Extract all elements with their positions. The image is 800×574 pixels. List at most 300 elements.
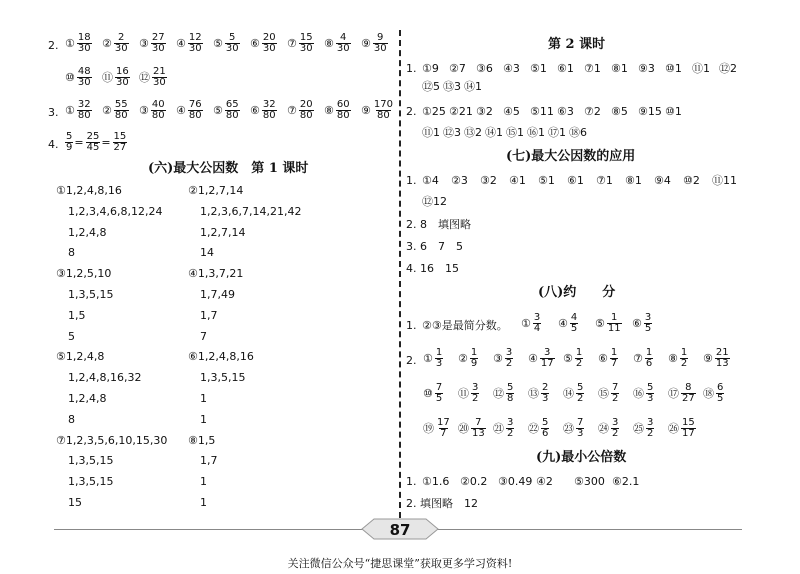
numerator: 5 bbox=[507, 382, 514, 393]
fraction-answer bbox=[527, 348, 555, 369]
fraction-answer bbox=[702, 348, 730, 369]
fraction-answer bbox=[101, 33, 129, 54]
fraction bbox=[114, 100, 129, 121]
fraction-answer bbox=[492, 418, 514, 439]
page-number-badge bbox=[360, 518, 440, 540]
equation bbox=[64, 132, 127, 153]
fraction bbox=[715, 348, 730, 369]
numerator: 27 bbox=[151, 32, 165, 43]
item-marker: ④ bbox=[558, 317, 568, 330]
numerator: 12 bbox=[188, 32, 202, 43]
fraction-answer bbox=[286, 33, 314, 54]
fraction-answer bbox=[527, 383, 549, 404]
fraction-answer bbox=[323, 33, 351, 54]
answer-item: ⑤1 bbox=[538, 174, 555, 187]
answer-item: ⑯1 bbox=[527, 126, 545, 139]
fraction bbox=[645, 348, 653, 369]
numerator: 25 bbox=[86, 131, 100, 142]
answer-item: ③6 bbox=[476, 62, 493, 75]
denominator: 30 bbox=[151, 43, 165, 54]
fraction-answer bbox=[492, 348, 513, 369]
fraction bbox=[570, 313, 578, 334]
numerator: 5 bbox=[577, 382, 584, 393]
fraction bbox=[77, 67, 92, 88]
answer-line: 2. 8 填图略 bbox=[406, 218, 471, 231]
numerator: 32 bbox=[262, 99, 276, 110]
numerator: 20 bbox=[299, 99, 313, 110]
denominator: 80 bbox=[151, 110, 165, 121]
numerator: 15 bbox=[113, 131, 127, 142]
numerator: 76 bbox=[188, 99, 202, 110]
fraction-answer bbox=[422, 418, 451, 439]
answer-item: ⑫12 bbox=[422, 195, 447, 208]
denominator: 30 bbox=[262, 43, 276, 54]
answer-item: ⑧1 bbox=[611, 62, 628, 75]
fraction bbox=[680, 348, 688, 369]
column-divider bbox=[399, 30, 401, 518]
denominator: 80 bbox=[377, 110, 390, 121]
answer-item: ⑩1 bbox=[665, 62, 682, 75]
gcd-answer: 1,2,4,8,16,32 bbox=[68, 371, 142, 385]
denominator: 80 bbox=[77, 110, 91, 121]
fraction bbox=[114, 33, 129, 54]
numerator: 3 bbox=[647, 417, 654, 428]
answer-item: ⑪1 bbox=[422, 126, 440, 139]
answer-item: ⑰1 bbox=[548, 126, 566, 139]
gcd-answer: ①1,2,4,8,16 bbox=[56, 184, 122, 197]
gcd-answer: 1,7 bbox=[200, 308, 218, 322]
fraction-answer bbox=[597, 383, 619, 404]
denominator: 13 bbox=[472, 428, 485, 439]
numerator: 65 bbox=[225, 99, 239, 110]
fraction bbox=[611, 383, 619, 404]
fraction bbox=[541, 383, 549, 404]
denominator: 9 bbox=[470, 358, 478, 369]
section-title: (六)最大公因数 第 1 课时 bbox=[148, 161, 309, 176]
answer-item: ②7 bbox=[449, 62, 466, 75]
gcd-answer: 7 bbox=[200, 329, 207, 343]
item-marker: ① bbox=[65, 37, 75, 50]
fraction-answer bbox=[360, 100, 394, 121]
item-marker: ㉑ bbox=[493, 422, 504, 435]
item-marker: ⑪ bbox=[458, 387, 469, 400]
question-label: 3. bbox=[48, 106, 59, 119]
fraction bbox=[541, 418, 549, 439]
numerator: 5 bbox=[542, 417, 549, 428]
gcd-answer: 1,7 bbox=[200, 454, 218, 468]
numerator: 6 bbox=[717, 382, 724, 393]
item-marker: ㉒ bbox=[528, 422, 539, 435]
answer-item: ⑨15 bbox=[638, 105, 662, 118]
numerator: 3 bbox=[472, 382, 479, 393]
answer-item: ⑥1 bbox=[567, 174, 584, 187]
answer-item: ⑩2 bbox=[683, 174, 700, 187]
numerator: 1 bbox=[610, 347, 618, 358]
answer-item: ⑤300 bbox=[574, 475, 605, 488]
gcd-answer: 1,7,49 bbox=[200, 288, 235, 301]
fraction bbox=[188, 33, 203, 54]
gcd-answer: 15 bbox=[68, 496, 82, 509]
fraction bbox=[77, 33, 92, 54]
fraction-answer bbox=[597, 348, 618, 369]
item-marker: ④ bbox=[528, 352, 538, 365]
item-marker: ④ bbox=[176, 104, 186, 117]
fraction bbox=[611, 418, 619, 439]
item-marker: ⑧ bbox=[668, 352, 678, 365]
answer-item: ②3 bbox=[451, 174, 468, 187]
question-label: 2. bbox=[406, 105, 417, 118]
fraction bbox=[65, 132, 73, 153]
denominator: 2 bbox=[575, 358, 583, 369]
denominator: 30 bbox=[336, 43, 350, 54]
denominator: 8 bbox=[507, 393, 514, 404]
gcd-answer: 1 bbox=[200, 412, 207, 426]
gcd-answer: 1,2,7,14 bbox=[200, 225, 246, 239]
denominator: 9 bbox=[66, 142, 73, 153]
answer-item: ⑧1 bbox=[625, 174, 642, 187]
gcd-answer: 8 bbox=[68, 246, 75, 260]
fraction-answer bbox=[562, 418, 584, 439]
numerator: 5 bbox=[647, 382, 654, 393]
gcd-answer: ⑦1,2,3,5,6,10,15,30 bbox=[56, 433, 168, 447]
denominator: 30 bbox=[77, 77, 91, 88]
footer-note: 关注微信公众号“捷思课堂”获取更多学习资料! bbox=[287, 557, 513, 570]
numerator: 3 bbox=[533, 312, 541, 323]
fraction bbox=[225, 100, 240, 121]
denominator: 80 bbox=[225, 110, 239, 121]
fraction-answer bbox=[632, 383, 654, 404]
answer-item: ②21 bbox=[449, 105, 473, 118]
answer-text: ②③是最简分数。 bbox=[422, 319, 508, 332]
item-marker: ② bbox=[102, 37, 112, 50]
item-marker: ⑯ bbox=[633, 387, 644, 400]
denominator: 2 bbox=[680, 358, 688, 369]
denominator: 2 bbox=[612, 393, 619, 404]
fraction-answer bbox=[667, 348, 688, 369]
numerator: 1 bbox=[645, 347, 653, 358]
fraction-answer bbox=[594, 313, 622, 334]
gcd-answer: 1,3,5,15 bbox=[68, 454, 114, 468]
answer-item: ③0.49 bbox=[498, 475, 533, 488]
fraction-answer bbox=[422, 348, 443, 369]
section-title: (九)最小公倍数 bbox=[536, 450, 627, 465]
denominator: 30 bbox=[116, 77, 129, 88]
gcd-answer: 14 bbox=[200, 246, 214, 260]
answer-item: ⑩1 bbox=[665, 105, 682, 118]
numerator: 7 bbox=[435, 382, 443, 393]
gcd-answer: ④1,3,7,21 bbox=[188, 267, 244, 281]
gcd-answer: 1,3,5,15 bbox=[68, 288, 114, 301]
numerator: 8 bbox=[685, 382, 692, 393]
fraction bbox=[77, 100, 92, 121]
fraction-answer bbox=[492, 383, 514, 404]
numerator: 7 bbox=[577, 417, 584, 428]
gcd-answer: 1,2,3,6,7,14,21,42 bbox=[200, 204, 302, 218]
answer-item: ①1.6 bbox=[422, 475, 450, 488]
fraction bbox=[86, 132, 101, 153]
denominator: 11 bbox=[607, 323, 621, 334]
section-title: (七)最大公因数的应用 bbox=[506, 149, 636, 164]
fraction bbox=[113, 132, 128, 153]
item-marker: ① bbox=[423, 352, 433, 365]
answer-item: ①4 bbox=[422, 174, 439, 187]
fraction-answer bbox=[667, 383, 696, 404]
denominator: 2 bbox=[647, 428, 654, 439]
item-marker: ⑤ bbox=[563, 352, 573, 365]
answer-item: ⑭1 bbox=[464, 80, 482, 93]
item-marker: ⑪ bbox=[102, 71, 113, 84]
gcd-answer: 1,5 bbox=[68, 308, 86, 322]
numerator: 1 bbox=[680, 347, 688, 358]
denominator: 2 bbox=[612, 428, 619, 439]
answer-item: ④3 bbox=[503, 62, 520, 75]
fraction-answer bbox=[138, 100, 166, 121]
gcd-answer: 1,2,4,8 bbox=[68, 225, 107, 239]
fraction bbox=[151, 33, 166, 54]
item-marker: ⑥ bbox=[250, 104, 260, 117]
gcd-answer: 1,3,5,15 bbox=[68, 475, 114, 489]
numerator: 3 bbox=[505, 347, 513, 358]
answer-item: ⑭1 bbox=[485, 126, 503, 139]
answer-item: ⑥2.1 bbox=[612, 475, 640, 488]
denominator: 3 bbox=[647, 393, 654, 404]
denominator: 5 bbox=[717, 393, 724, 404]
gcd-answer: 5 bbox=[68, 329, 75, 343]
fraction bbox=[262, 100, 277, 121]
denominator: 2 bbox=[472, 393, 479, 404]
fraction bbox=[225, 33, 240, 54]
question-label: 1. bbox=[406, 62, 417, 75]
gcd-answer: ⑥1,2,4,8,16 bbox=[188, 350, 254, 364]
answer-item: ⑦2 bbox=[584, 105, 601, 118]
numerator: 5 bbox=[66, 131, 73, 142]
item-marker: ② bbox=[458, 352, 468, 365]
item-marker: ⑨ bbox=[703, 352, 713, 365]
gcd-answer: ⑧1,5 bbox=[188, 433, 216, 447]
answer-item: ⑥1 bbox=[557, 62, 574, 75]
denominator: 30 bbox=[373, 43, 387, 54]
fraction-answer bbox=[562, 348, 583, 369]
fraction bbox=[575, 348, 583, 369]
numerator: 4 bbox=[340, 32, 347, 43]
denominator: 17 bbox=[540, 358, 554, 369]
denominator: 7 bbox=[440, 428, 447, 439]
fraction bbox=[471, 418, 486, 439]
answer-item: ⑫3 bbox=[443, 126, 461, 139]
fraction-answer bbox=[249, 100, 277, 121]
numerator: 9 bbox=[377, 32, 384, 43]
item-marker: ② bbox=[102, 104, 112, 117]
item-marker: ⑩ bbox=[65, 71, 75, 84]
denominator: 80 bbox=[188, 110, 202, 121]
item-marker: ⑦ bbox=[287, 37, 297, 50]
denominator: 30 bbox=[299, 43, 313, 54]
fraction bbox=[540, 348, 555, 369]
denominator: 30 bbox=[225, 43, 239, 54]
fraction bbox=[506, 383, 514, 404]
gcd-answer: ⑤1,2,4,8 bbox=[56, 350, 105, 364]
fraction-answer bbox=[212, 33, 240, 54]
item-marker: ④ bbox=[176, 37, 186, 50]
numerator: 21 bbox=[153, 66, 166, 77]
fraction-answer bbox=[457, 348, 478, 369]
fraction bbox=[716, 383, 724, 404]
page-number: 87 bbox=[389, 521, 411, 539]
denominator: 30 bbox=[114, 43, 128, 54]
fraction-answer bbox=[520, 313, 541, 334]
denominator: 5 bbox=[570, 323, 578, 334]
numerator: 1 bbox=[435, 347, 443, 358]
answer-item: ⑨4 bbox=[654, 174, 671, 187]
denominator: 2 bbox=[505, 358, 513, 369]
item-marker: ⑧ bbox=[324, 37, 334, 50]
denominator: 45 bbox=[86, 142, 100, 153]
fraction bbox=[435, 348, 443, 369]
fraction bbox=[152, 67, 167, 88]
fraction-answer bbox=[175, 100, 203, 121]
numerator: 40 bbox=[151, 99, 165, 110]
fraction-answer bbox=[631, 313, 652, 334]
equals-sign: = bbox=[101, 136, 111, 149]
item-marker: ③ bbox=[139, 37, 149, 50]
gcd-answer: ③1,2,5,10 bbox=[56, 267, 112, 281]
answer-item: ⑦1 bbox=[584, 62, 601, 75]
numerator: 16 bbox=[116, 66, 129, 77]
fraction-answer bbox=[632, 418, 654, 439]
answer-item: ①9 bbox=[422, 62, 439, 75]
item-marker: ⑤ bbox=[213, 104, 223, 117]
numerator: 1 bbox=[611, 312, 618, 323]
item-marker: ⑦ bbox=[633, 352, 643, 365]
numerator: 15 bbox=[682, 417, 695, 428]
answer-item: ⑬2 bbox=[464, 126, 482, 139]
numerator: 5 bbox=[229, 32, 236, 43]
fraction-answer bbox=[286, 100, 314, 121]
item-marker: ㉔ bbox=[598, 422, 609, 435]
item-marker: ⑥ bbox=[250, 37, 260, 50]
question-label: 1. bbox=[406, 319, 417, 332]
numerator: 15 bbox=[299, 32, 313, 43]
fraction-answer bbox=[64, 33, 92, 54]
gcd-answer: 1 bbox=[200, 392, 207, 405]
item-marker: ⑰ bbox=[668, 387, 679, 400]
item-marker: ⑬ bbox=[528, 387, 539, 400]
fraction bbox=[644, 313, 652, 334]
answer-item: ③2 bbox=[476, 105, 493, 118]
fraction bbox=[576, 418, 584, 439]
answer-line: 2. 填图略 12 bbox=[406, 497, 478, 510]
fraction bbox=[435, 383, 443, 404]
item-marker: ⑭ bbox=[563, 387, 574, 400]
answer-item: ⑪1 bbox=[692, 62, 710, 75]
fraction-answer bbox=[597, 418, 619, 439]
numerator: 18 bbox=[77, 32, 91, 43]
fraction bbox=[505, 348, 513, 369]
fraction bbox=[115, 67, 130, 88]
numerator: 2 bbox=[542, 382, 549, 393]
fraction-answer bbox=[249, 33, 277, 54]
numerator: 20 bbox=[262, 32, 276, 43]
denominator: 6 bbox=[645, 358, 653, 369]
item-marker: ① bbox=[65, 104, 75, 117]
numerator: 60 bbox=[336, 99, 350, 110]
numerator: 21 bbox=[715, 347, 729, 358]
question-label: 2. bbox=[406, 354, 417, 367]
answer-item: ⑦1 bbox=[596, 174, 613, 187]
fraction bbox=[373, 100, 394, 121]
numerator: 170 bbox=[373, 99, 393, 110]
denominator: 80 bbox=[262, 110, 276, 121]
numerator: 2 bbox=[118, 32, 125, 43]
denominator: 17 bbox=[682, 428, 695, 439]
gcd-answer: 1,3,5,15 bbox=[200, 371, 246, 385]
item-marker: ⑫ bbox=[139, 71, 150, 84]
fraction-answer bbox=[64, 100, 92, 121]
fraction-answer bbox=[457, 418, 486, 439]
fraction-answer bbox=[562, 383, 584, 404]
answer-line: 4. 16 15 bbox=[406, 262, 459, 275]
item-marker: ⑩ bbox=[423, 387, 433, 400]
fraction bbox=[576, 383, 584, 404]
gcd-answer: 1 bbox=[200, 496, 207, 509]
fraction bbox=[607, 313, 622, 334]
item-marker: ㉖ bbox=[668, 422, 679, 435]
fraction bbox=[533, 313, 541, 334]
item-marker: ⑤ bbox=[595, 317, 605, 330]
item-marker: ㉕ bbox=[633, 422, 644, 435]
answer-item: ⑥3 bbox=[557, 105, 574, 118]
fraction-answer bbox=[557, 313, 578, 334]
denominator: 2 bbox=[507, 428, 514, 439]
numerator: 55 bbox=[114, 99, 128, 110]
fraction bbox=[188, 100, 203, 121]
answer-item: ⑤1 bbox=[530, 62, 547, 75]
answer-item: ④1 bbox=[509, 174, 526, 187]
answer-item: ⑤11 bbox=[530, 105, 554, 118]
fraction-answer bbox=[101, 67, 130, 88]
gcd-answer: ②1,2,7,14 bbox=[188, 184, 244, 197]
denominator: 6 bbox=[542, 428, 549, 439]
fraction-answer bbox=[212, 100, 240, 121]
item-marker: ⑨ bbox=[361, 104, 371, 117]
gcd-answer: 8 bbox=[68, 412, 75, 426]
fraction-answer bbox=[457, 383, 479, 404]
equals-sign: = bbox=[74, 136, 84, 149]
gcd-answer: 1,2,3,4,6,8,12,24 bbox=[68, 204, 163, 218]
answer-item: ⑬3 bbox=[443, 80, 461, 93]
denominator: 27 bbox=[113, 142, 127, 153]
item-marker: ⑲ bbox=[423, 422, 434, 435]
fraction-answer bbox=[667, 418, 696, 439]
denominator: 5 bbox=[644, 323, 652, 334]
answer-item: ④2 bbox=[536, 475, 553, 488]
fraction bbox=[299, 33, 314, 54]
item-marker: ③ bbox=[139, 104, 149, 117]
denominator: 30 bbox=[77, 43, 91, 54]
fraction bbox=[373, 33, 388, 54]
answer-item: ⑫2 bbox=[719, 62, 737, 75]
answer-item: ⑪11 bbox=[712, 174, 737, 187]
answer-item: ②0.2 bbox=[460, 475, 488, 488]
gcd-answer: 1 bbox=[200, 475, 207, 489]
denominator: 30 bbox=[188, 43, 202, 54]
item-marker: ① bbox=[521, 317, 531, 330]
answer-item: ⑮1 bbox=[506, 126, 524, 139]
gcd-answer: 1,2,4,8 bbox=[68, 392, 107, 405]
fraction bbox=[681, 418, 696, 439]
answer-line: 3. 6 7 5 bbox=[406, 240, 463, 253]
denominator: 3 bbox=[435, 358, 443, 369]
